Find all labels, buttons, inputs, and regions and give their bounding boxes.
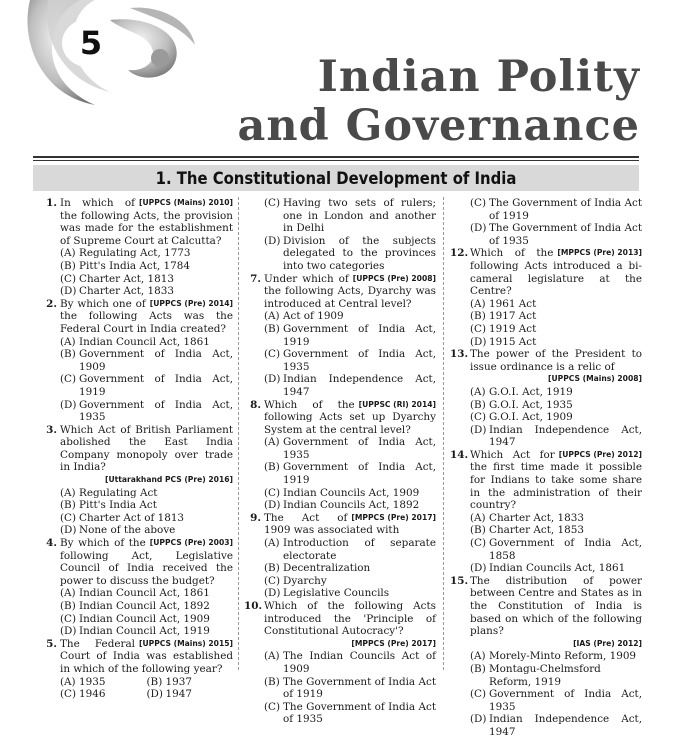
option-letter: (B)	[60, 259, 76, 272]
answer-option	[147, 676, 234, 689]
answer-option	[450, 298, 642, 311]
exam-source: [MPPCS (Pre) 2017]	[351, 512, 436, 522]
answer-option	[244, 436, 436, 461]
answer-option	[244, 348, 436, 373]
answer-option	[244, 562, 436, 575]
answer-option	[450, 562, 642, 575]
option-letter: (D)	[60, 625, 77, 638]
answer-option	[450, 688, 642, 713]
option-text: Indian Council Act, 1919	[79, 625, 210, 638]
answer-option	[450, 222, 642, 247]
answer-option	[244, 676, 436, 701]
option-letter: (A)	[470, 650, 486, 663]
option-letter: (C)	[264, 348, 281, 361]
option-text: G.O.I. Act, 1935	[489, 398, 573, 411]
question-item	[450, 575, 642, 638]
question-number: 15.	[450, 574, 469, 587]
question-item	[40, 424, 233, 474]
option-letter: (C)	[60, 688, 77, 701]
question-number: 1.	[46, 197, 57, 209]
option-letter: (C)	[470, 197, 487, 209]
option-letter: (D)	[60, 524, 77, 537]
option-text: 1915 Act	[489, 335, 537, 348]
section-title: 1. The Constitutional Development of India	[33, 165, 639, 191]
option-text: Government of India Act, 1919	[79, 373, 233, 398]
answer-option	[244, 197, 436, 235]
question-item	[244, 512, 436, 537]
option-letter: (D)	[470, 423, 487, 436]
answer-option	[450, 197, 642, 222]
option-letter: (B)	[60, 600, 76, 612]
option-text: The Government of India Act of 1919	[489, 197, 642, 222]
option-letter: (D)	[264, 234, 281, 247]
answer-option	[147, 688, 234, 701]
option-letter: (A)	[264, 537, 280, 550]
question-text	[60, 197, 233, 247]
answer-option	[244, 650, 436, 675]
option-text: Act of 1909	[283, 310, 344, 323]
question-column-3	[450, 197, 642, 739]
question-item	[244, 600, 436, 638]
option-text: Morely-Minto Reform, 1909	[489, 650, 637, 663]
option-text: Introduction of separate electorate	[283, 537, 436, 562]
option-text: Having two sets of rulers; one in London and another in Delhi	[283, 197, 436, 235]
chapter-title-line1: Indian Polity	[317, 52, 640, 102]
answer-option	[244, 701, 436, 726]
option-text: Indian Council Act, 1909	[79, 612, 210, 625]
question-text-body: The distribution of power between Centre and States as in the Constitution of India is based on which of the following plans?	[470, 574, 642, 638]
question-number: 14.	[450, 448, 469, 461]
option-letter: (D)	[146, 688, 163, 701]
question-text	[470, 575, 642, 638]
answer-option	[40, 499, 233, 512]
answer-option	[244, 487, 436, 500]
option-text: Government of India Act, 1919	[283, 461, 436, 487]
option-letter: (D)	[470, 562, 487, 575]
question-number: 3.	[46, 423, 57, 436]
exam-source: [UPPCS (Mains) 2010]	[139, 198, 233, 207]
option-text: 1961 Act	[489, 297, 537, 310]
answer-option	[40, 600, 233, 613]
question-number: 9.	[250, 511, 261, 524]
question-column-2	[244, 197, 436, 726]
option-text: Government of India Act, 1909	[79, 348, 233, 373]
option-letter: (D)	[60, 398, 77, 411]
option-letter: (B)	[264, 562, 280, 575]
option-letter: (C)	[60, 612, 77, 625]
question-text	[60, 424, 233, 474]
exam-source: [Uttarakhand PCS (Pre) 2016]	[104, 475, 233, 485]
option-text: Indian Council Act, 1861	[79, 587, 210, 600]
option-letter: (D)	[470, 713, 487, 726]
option-text: Pitt's India Act	[79, 499, 157, 512]
question-text-body: By which one of the following Acts was the Federal Court in India created?	[60, 297, 233, 335]
answer-option	[450, 650, 642, 663]
answer-option	[450, 424, 642, 449]
question-text-body: The Act of 1909 was associated with	[264, 511, 400, 537]
option-letter: (C)	[60, 511, 77, 524]
answer-option	[40, 247, 233, 260]
exam-source: [MPPCS (Pre) 2017]	[351, 638, 436, 648]
answer-option	[450, 336, 642, 349]
answer-option	[60, 688, 147, 701]
exam-source: [MPPCS (Pre) 2013]	[557, 248, 642, 258]
option-text: Government of India Act, 1935	[489, 688, 642, 713]
question-number: 12.	[450, 247, 469, 260]
question-number: 7.	[250, 272, 261, 285]
question-text	[264, 399, 436, 437]
option-letter: (A)	[60, 675, 76, 688]
answer-option	[60, 676, 147, 689]
option-text: The Government of India Act of 1935	[489, 222, 642, 247]
answer-option	[244, 575, 436, 588]
chapter-number: 5	[62, 18, 120, 68]
exam-source: [IAS (Pre) 2012]	[573, 638, 642, 648]
answer-option	[40, 285, 233, 298]
exam-source: [UPPCS (Pre) 2003]	[149, 538, 233, 548]
option-text: Legislative Councils	[283, 587, 390, 600]
option-text: 1919 Act	[489, 322, 537, 335]
option-text: 1935	[79, 675, 106, 688]
option-text: Pitt's India Act, 1784	[79, 259, 190, 272]
option-letter: (C)	[60, 272, 77, 285]
exam-source: [UPPCS (Pre) 2014]	[149, 298, 233, 308]
answer-option	[244, 323, 436, 348]
exam-source: [UPPSC (RI) 2014]	[358, 399, 436, 409]
option-letter: (A)	[470, 385, 486, 398]
option-letter: (D)	[264, 499, 281, 512]
question-text	[470, 348, 642, 373]
option-letter: (B)	[264, 675, 280, 688]
option-text: None of the above	[79, 524, 176, 537]
option-letter: (A)	[264, 436, 280, 449]
option-text: Decentralization	[283, 562, 371, 575]
option-text: Montagu-Chelmsford Reform, 1919	[489, 662, 601, 688]
question-item	[244, 273, 436, 311]
option-letter: (D)	[60, 285, 77, 298]
question-text-body: In which of the following Acts, the provision was made for the establishment of Supreme Court at Calcutta?	[60, 197, 233, 247]
option-letter: (B)	[264, 461, 280, 474]
chapter-title-line2: and Governance	[237, 101, 640, 151]
answer-option	[244, 461, 436, 486]
answer-option	[40, 512, 233, 525]
option-text: Division of the subjects delegated to the provinces into two categories	[283, 234, 436, 272]
answer-option	[450, 537, 642, 562]
option-letter: (B)	[470, 662, 486, 675]
option-letter: (B)	[470, 524, 486, 537]
option-text: Government of India Act, 1919	[283, 322, 436, 348]
option-text: Indian Independence Act, 1947	[489, 423, 642, 449]
answer-option	[40, 613, 233, 626]
option-text: The Indian Councils Act of 1909	[283, 650, 436, 675]
question-text-body: The power of the President to issue ordinance is a relic of	[470, 348, 642, 373]
answer-option	[40, 373, 233, 398]
question-item	[40, 197, 233, 247]
option-letter: (D)	[264, 373, 281, 386]
option-text: Charter Act, 1833	[489, 511, 584, 524]
option-letter: (B)	[60, 499, 76, 512]
option-letter: (B)	[146, 675, 163, 688]
option-text: Indian Council Act, 1861	[79, 335, 210, 348]
question-text	[60, 298, 233, 336]
option-text: Indian Councils Act, 1909	[283, 486, 420, 499]
answer-option	[40, 273, 233, 286]
divider	[33, 160, 639, 161]
answer-option	[40, 487, 233, 500]
answer-option	[450, 323, 642, 336]
option-letter: (C)	[264, 197, 281, 209]
question-text-body: Which Act of British Parliament abolished the East India Company monopoly over trade in India?	[60, 423, 233, 474]
question-text-body: Which of the following Acts set up Dyarchy System at the central level?	[264, 398, 436, 436]
question-text	[470, 449, 642, 512]
option-letter: (D)	[470, 222, 487, 235]
question-text-body: Under which of the following Acts, Dyarchy was introduced at Central level?	[264, 272, 436, 310]
answer-option	[244, 537, 436, 562]
option-letter: (C)	[470, 411, 487, 424]
option-letter: (D)	[264, 587, 281, 600]
option-text: Charter Act, 1853	[489, 524, 584, 537]
answer-option	[40, 348, 233, 373]
answer-option	[450, 663, 642, 688]
option-letter: (C)	[264, 486, 281, 499]
answer-option	[244, 499, 436, 512]
option-letter: (B)	[470, 310, 486, 323]
exam-source: [UPPCS (Pre) 2012]	[558, 449, 642, 459]
answer-option	[40, 587, 233, 600]
question-column-1	[40, 197, 233, 701]
question-text-body: The Federal Court of India was established in which of the following year?	[60, 637, 233, 675]
option-text: Regulating Act, 1773	[79, 247, 191, 260]
option-text: Government of India Act, 1858	[489, 537, 642, 562]
question-number: 10.	[244, 600, 263, 612]
question-item	[40, 298, 233, 336]
option-letter: (A)	[470, 297, 486, 310]
answer-option	[450, 713, 642, 738]
option-letter: (A)	[60, 486, 76, 499]
answer-option	[244, 235, 436, 273]
divider	[33, 156, 639, 158]
answer-option	[450, 386, 642, 399]
exam-source: [UPPCS (Pre) 2008]	[352, 273, 436, 283]
option-text: 1937	[165, 675, 192, 688]
question-text	[264, 512, 436, 537]
option-text: The Government of India Act of 1935	[283, 700, 436, 726]
question-text-body: Which of the following Acts introduced a bi-cameral legislature at the Centre?	[470, 247, 642, 298]
question-item	[40, 537, 233, 587]
question-text	[264, 273, 436, 311]
option-text: The Government of India Act of 1919	[283, 675, 436, 701]
option-letter: (B)	[60, 348, 76, 361]
option-letter: (C)	[264, 574, 281, 587]
answer-option	[244, 310, 436, 323]
option-text: Regulating Act	[79, 486, 158, 499]
option-letter: (B)	[264, 322, 280, 335]
option-text: Indian Councils Act, 1861	[489, 562, 626, 575]
answer-option	[450, 524, 642, 537]
option-text: G.O.I. Act, 1919	[489, 385, 573, 398]
option-letter: (C)	[470, 688, 487, 701]
answer-option	[40, 336, 233, 349]
question-item	[450, 247, 642, 297]
chapter-emblem	[0, 0, 200, 115]
option-letter: (C)	[470, 537, 487, 550]
option-letter: (C)	[470, 322, 487, 335]
answer-option	[40, 260, 233, 273]
option-text: Charter Act, 1833	[79, 285, 174, 298]
answer-option-pair	[40, 676, 233, 689]
option-letter: (A)	[264, 310, 280, 323]
question-number: 8.	[250, 398, 261, 411]
question-text	[60, 537, 233, 587]
option-letter: (A)	[60, 587, 76, 600]
option-letter: (A)	[60, 335, 76, 348]
option-letter: (A)	[60, 247, 76, 260]
option-letter: (D)	[470, 335, 487, 348]
option-text: Charter Act of 1813	[79, 511, 185, 524]
option-text: Indian Council Act, 1892	[79, 600, 210, 612]
question-number: 2.	[46, 297, 57, 310]
question-text-body: Which of the following Acts introduced the 'Principle of Constitutional Autocracy'?	[264, 600, 436, 638]
answer-option	[40, 399, 233, 424]
column-divider	[443, 197, 444, 670]
question-item	[244, 399, 436, 437]
column-divider	[238, 197, 239, 670]
question-number: 13.	[450, 348, 469, 361]
answer-option	[450, 310, 642, 323]
option-text: Government of India Act, 1935	[283, 348, 436, 373]
answer-option	[244, 587, 436, 600]
option-text: Indian Independence Act, 1947	[283, 373, 436, 398]
option-letter: (B)	[470, 398, 486, 411]
option-letter: (A)	[470, 511, 486, 524]
option-text: 1947	[165, 688, 192, 701]
answer-option	[450, 399, 642, 412]
answer-option	[40, 524, 233, 537]
option-text: Government of India Act, 1935	[79, 398, 233, 424]
question-text	[264, 600, 436, 638]
option-letter: (C)	[60, 373, 77, 386]
question-number: 4.	[46, 537, 57, 550]
question-number: 5.	[46, 637, 57, 650]
answer-option-pair	[40, 688, 233, 701]
answer-option	[450, 512, 642, 525]
option-text: Indian Councils Act, 1892	[283, 499, 420, 512]
question-text	[470, 247, 642, 297]
option-text: Government of India Act, 1935	[283, 436, 436, 461]
option-text: G.O.I. Act, 1909	[489, 411, 573, 424]
question-item	[450, 449, 642, 512]
option-letter: (A)	[264, 650, 280, 663]
option-text: 1946	[79, 688, 106, 701]
question-text-body: By which of the following Act, Legislative Council of India received the power to discuss the budget?	[60, 537, 233, 587]
option-text: 1917 Act	[489, 310, 537, 323]
question-text-body: Which Act for the first time made it possible for Indians to take some share in the administration of their country?	[470, 448, 642, 512]
option-letter: (C)	[264, 700, 281, 713]
answer-option	[450, 411, 642, 424]
option-text: Charter Act, 1813	[79, 272, 174, 285]
option-text: Indian Independence Act, 1947	[489, 713, 642, 738]
exam-source: [UPPCS (Mains) 2008]	[548, 374, 642, 384]
question-item	[450, 348, 642, 373]
option-text: Dyarchy	[283, 574, 327, 587]
answer-option	[244, 373, 436, 398]
answer-option	[40, 625, 233, 638]
exam-source: [UPPCS (Mains) 2015]	[139, 638, 233, 648]
